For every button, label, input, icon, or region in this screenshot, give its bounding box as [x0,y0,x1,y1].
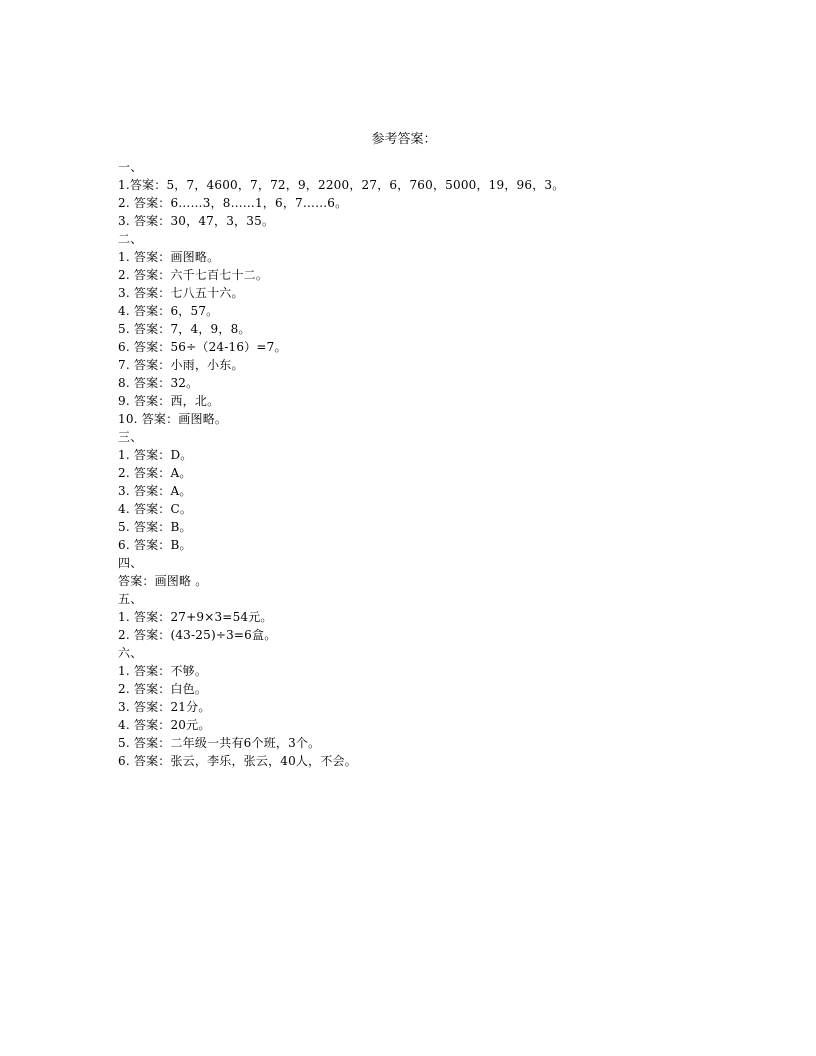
answer-line: 6. 答案：张云，李乐，张云，40人，不会。 [118,754,357,768]
answer-line: 9. 答案：西，北。 [118,394,220,408]
answer-line: 4. 答案：6，57。 [118,304,219,318]
answer-line: 5. 答案：7，4，9，8。 [118,322,251,336]
answer-line: 5. 答案：二年级一共有6个班，3个。 [118,736,321,750]
answer-line: 1.答案：5，7，4600，7，72，9，2200，27，6，760，5000，19，96，3。 [118,178,565,192]
section-heading-3: 三、 [118,430,143,444]
answer-line: 6. 答案：56÷（24-16）=7。 [118,340,287,354]
answer-line: 3. 答案：七八五十六。 [118,286,244,300]
answer-line: 3. 答案：A。 [118,484,192,498]
page-title: 参考答案： [371,132,437,147]
answer-line: 1. 答案：不够。 [118,664,208,678]
section-heading-5: 五、 [118,592,143,606]
answer-line: 4. 答案：C。 [118,502,193,516]
answer-line: 6. 答案：B。 [118,538,192,552]
answer-line: 2. 答案：6……3，8……1，6，7……6。 [118,196,348,210]
answer-line: 3. 答案：21分。 [118,700,211,714]
section-heading-4: 四、 [118,556,143,570]
answer-line: 3. 答案：30，47，3，35。 [118,214,275,228]
answer-line: 2. 答案：(43-25)÷3=6盒。 [118,628,277,642]
answer-line: 1. 答案：D。 [118,448,193,462]
answer-line: 7. 答案：小雨，小东。 [118,358,244,372]
answer-line: 4. 答案：20元。 [118,718,211,732]
answer-line: 2. 答案：白色。 [118,682,208,696]
answer-line: 2. 答案：A。 [118,466,192,480]
section-heading-6: 六、 [118,646,143,660]
answer-list [118,158,738,770]
answer-line: 5. 答案：B。 [118,520,192,534]
answer-line: 答案：画图略 。 [118,574,208,588]
answer-line: 1. 答案：画图略。 [118,250,220,264]
answer-line: 1. 答案：27+9×3=54元。 [118,610,273,624]
answer-line: 8. 答案：32。 [118,376,199,390]
answer-line: 2. 答案：六千七百七十二。 [118,268,269,282]
section-heading-2: 二、 [118,232,143,246]
section-heading-1: 一、 [118,160,143,174]
answer-line: 10. 答案：画图略。 [118,412,228,426]
